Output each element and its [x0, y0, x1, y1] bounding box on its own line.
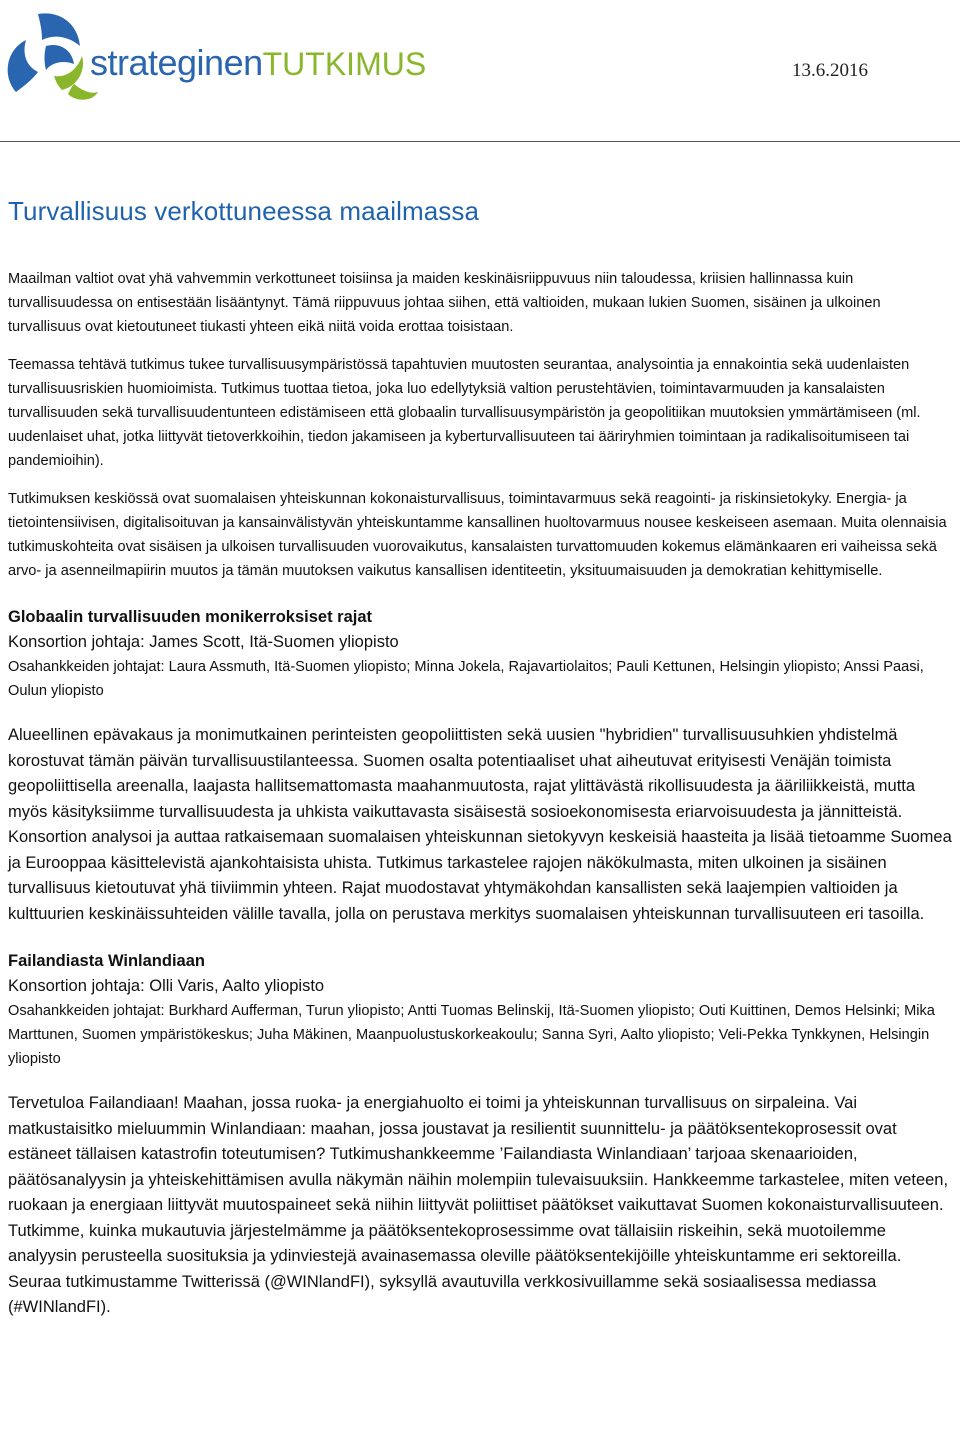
section-body: Alueellinen epävakaus ja monimutkainen perinteisten geopoliittisten sekä uusien "hybridien" turvallisuusuhkien yhdistelmä korostuvat tämän päivän turvallisuustilanteessa. Suomen osalta potentiaaliset uhat aiheutuvat erityisesti Venäjän toimista geopoliittisella areenalla, laajasta hallitsemattomasta maahanmuutosta, rajat ylittävästä rikollisuudesta ja ääriliikkeistä, mutta myös käsityksiimme turvallisuudesta ja uhkista vaikuttavasta sisäisestä sosioekonomisesta eriarvoisuudesta ja jännitteistä. Konsortion analysoi ja auttaa ratkaisemaan suomalaisen yhteiskunnan sietokyvyn keskeisiä haasteita ja lisää tietoamme Suomea ja Eurooppaa käsittelevistä ajankohtaisista uhista. Tutkimus tarkastelee rajojen näkökulmasta, miten ulkoinen ja sisäinen turvallisuus kietoutuvat yhä tiiviimmin yhteen. Rajat muodostavat yhtymäkohdan kansallisten sekä laajempien valtioiden ja kulttuurien keskinäissuhteiden välille tavalla, jolla on perustava merkitys suomalaisen yhteiskunnan turvallisuuteen eri tasoilla. — [8, 726, 952, 923]
section-body: Tervetuloa Failandiaan! Maahan, jossa ruoka- ja energiahuolto ei toimi ja yhteiskunnan turvallisuus on sirpaleina. Vai matkustaisitko mieluummin Winlandiaan: maahan, jossa joustavat ja resilientit suunnittelu- ja päätöksentekoprosessit ovat estäneet tällaisen katastrofin toteutumisen? Tutkimushankkeemme ’Failandiasta Winlandiaan’ tarjoaa skenaarioiden, päätösanalyysin ja yhteiskehittämisen avulla näkymän näihin molempiin tulevaisuuksiin. Hankkeemme tarkastelee, miten veteen, ruokaan ja energiaan liittyvät muutospaineet sekä niihin liittyvät poliittiset päätökset vaikuttavat Suomen kokonaisturvallisuuteen. Tutkimme, kuinka mukautuvia järjestelmämme ja päätöksentekoprosessimme ovat tällaisiin riskeihin, sekä muotoilemme analyysin perusteella suosituksia ja ydinviestejä avainasemassa oleville päätöksentekijöille yhteiskuntamme eri sektoreilla. Seuraa tutkimustamme Twitterissä (@WINlandFI), syksyllä avautuvilla verkkosivuillamme sekä sosiaalisessa mediassa (#WINlandFI). — [8, 1094, 949, 1316]
header-divider — [0, 141, 960, 142]
intro-paragraph: Teemassa tehtävä tutkimus tukee turvallisuusympäristössä tapahtuvien muutosten seurantaa, analysointia ja ennakointia sekä uudenlaisten turvallisuusriskien huomioimista. Tutkimus tuottaa tietoa, joka luo edellytyksiä valtion perustehtävien, toimintavarmuuden ja kansalaisten turvallisuuden sekä turvallisuudentunteen edistämiseen että globaalin turvallisuusympäristön ja geopolitiikan muutoksien ymmärtämiseen (ml. uudenlaiset uhat, jotka liittyvät tietoverkkoihin, tiedon jakamiseen ja kyberturvallisuuteen tai ääriryhmien toimintaan ja radikalisoitumiseen tai pandemioihin). — [8, 357, 921, 469]
consortium-leader: Konsortion johtaja: James Scott, Itä-Suomen yliopisto — [8, 633, 399, 651]
page-title: Turvallisuus verkottuneessa maailmassa — [8, 196, 480, 226]
document-body — [8, 196, 956, 1321]
document-date: 13.6.2016 — [792, 60, 868, 81]
subproject-leaders: Osahankkeiden johtajat: Burkhard Aufferman, Turun yliopisto; Antti Tuomas Belinskij, Itä-Suomen yliopisto; Outi Kuittinen, Demos Helsinki; Mika Marttunen, Suomen ympäristökeskus; Juha Mäkinen, Maanpuolustuskorkeakoulu; Sanna Syri, Aalto yliopisto; Veli-Pekka Tynkkynen, Helsingin yliopisto — [8, 1003, 935, 1067]
intro-section — [8, 267, 956, 583]
logo-text-accent: TUTKIMUS — [262, 46, 427, 82]
intro-paragraph: Tutkimuksen keskiössä ovat suomalaisen yhteiskunnan kokonaisturvallisuus, toimintavarmuus sekä reagointi- ja riskinsietokyky. Energia- ja tietointensiivisen, digitalisoituvan ja kansainvälistyvän yhteiskuntamme kansallinen huoltovarmuus nousee keskeiseen asemaan. Muita olennaisia tutkimuskohteita ovat sisäisen ja ulkoisen turvallisuuden vuorovaikutus, kansalaisten turvattomuuden kokemus elämänkaaren eri vaiheissa sekä arvo- ja asenneilmapiirin muutos ja tämän muutoksen vaikutus kansallisen identiteetin, yksituumaisuuden ja demokratian kehittymiselle. — [8, 491, 947, 579]
strateginen-tutkimus-logo — [2, 6, 427, 106]
logo-emblem-icon — [2, 6, 98, 106]
consortium-section — [8, 949, 956, 1321]
section-title: Globaalin turvallisuuden monikerroksiset rajat — [8, 608, 373, 626]
subproject-leaders: Osahankkeiden johtajat: Laura Assmuth, Itä-Suomen yliopisto; Minna Jokela, Rajavartiolaitos; Pauli Kettunen, Helsingin yliopisto; Anssi Paasi, Oulun yliopisto — [8, 659, 924, 699]
logo-text-main: strateginen — [90, 42, 263, 83]
consortium-leader: Konsortion johtaja: Olli Varis, Aalto yliopisto — [8, 977, 325, 995]
consortium-section — [8, 605, 956, 927]
logo-wordmark — [90, 42, 426, 84]
page-header — [0, 0, 960, 150]
section-title: Failandiasta Winlandiaan — [8, 952, 205, 970]
intro-paragraph: Maailman valtiot ovat yhä vahvemmin verkottuneet toisiinsa ja maiden keskinäisriippuvuus niin taloudessa, kriisien hallinnassa kuin turvallisuudessa on entisestään lisääntynyt. Tämä riippuvuus johtaa siihen, että valtioiden, mukaan lukien Suomen, sisäinen ja ulkoinen turvallisuus ovat kietoutuneet tiukasti yhteen eikä niitä voida erottaa toisistaan. — [8, 271, 881, 335]
